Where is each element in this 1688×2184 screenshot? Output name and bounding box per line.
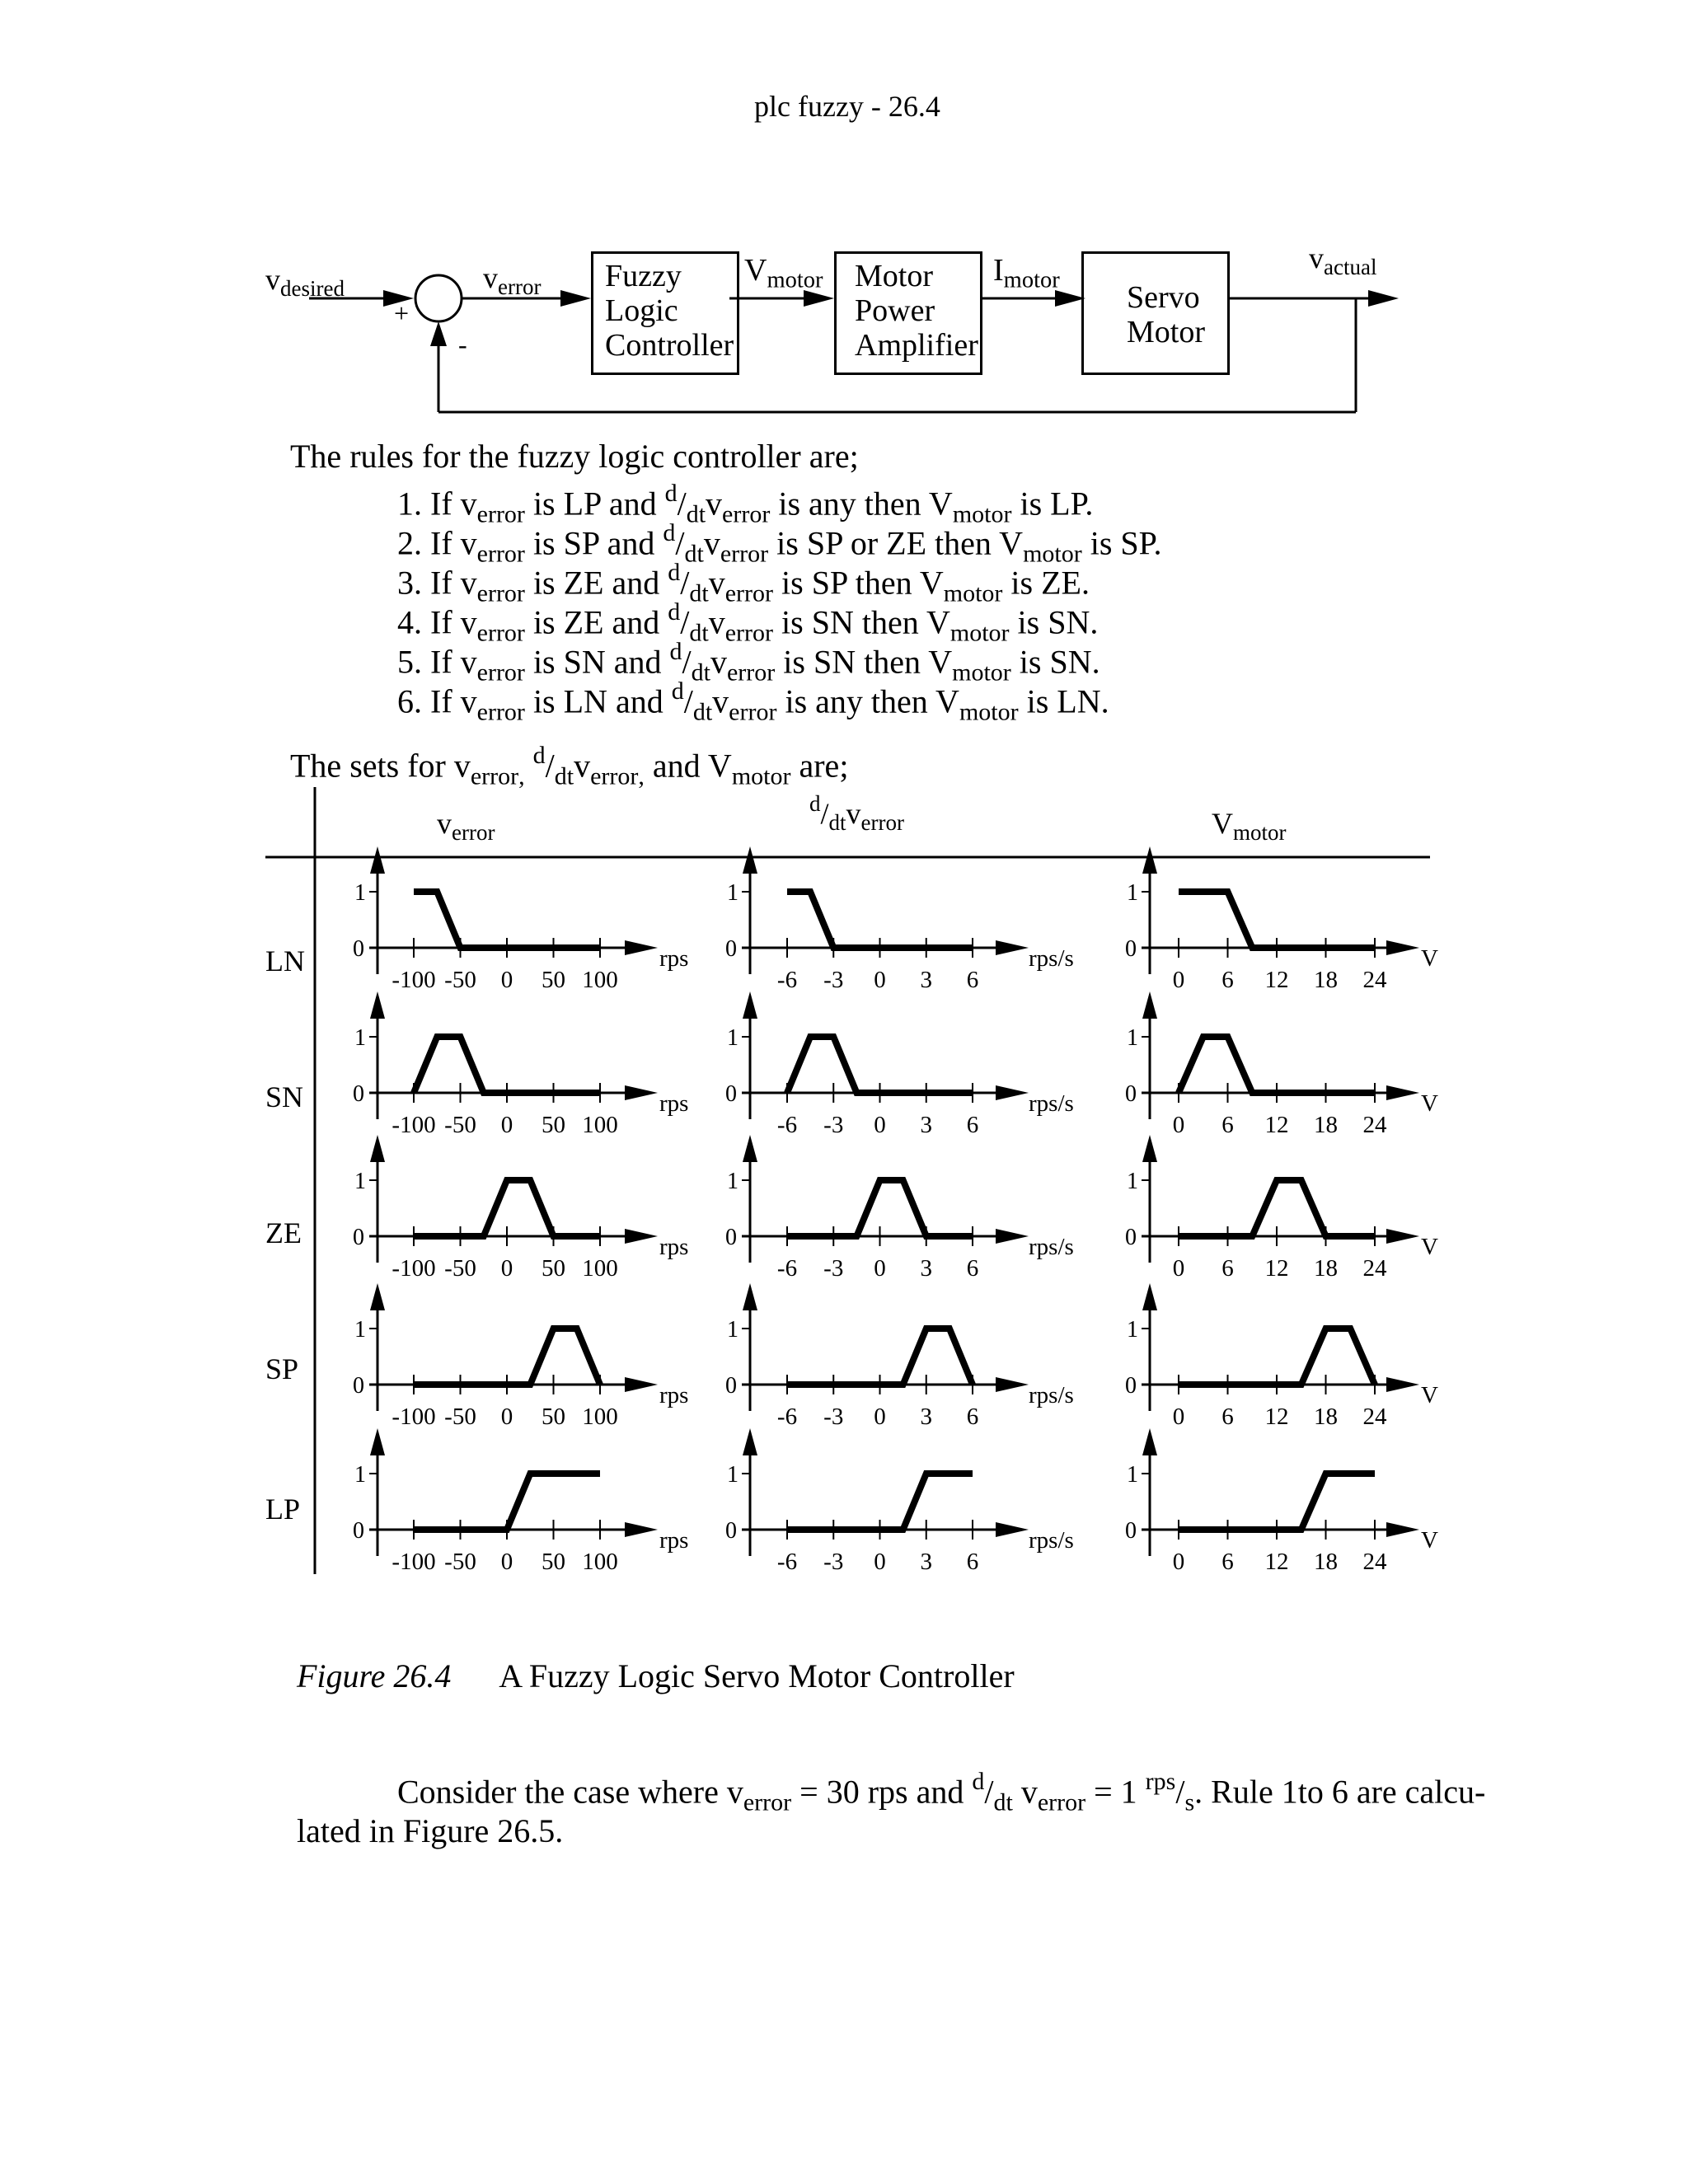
x-axis-arrow <box>625 1085 658 1100</box>
x-axis-arrow <box>996 940 1029 955</box>
y-axis-arrow <box>743 1135 757 1162</box>
y-tick-label: 0 <box>725 1225 737 1250</box>
axis-unit: rps <box>659 1527 689 1554</box>
rule-5: 5. If $v_{error}$ is SN and $^d/_{dt}v_{error}$ is SN then $V_{motor}$ is SN. <box>397 638 1100 687</box>
y-tick-label: 0 <box>353 936 364 962</box>
x-axis-arrow <box>625 1522 658 1537</box>
y-tick-label: 1 <box>354 1169 366 1194</box>
x-axis-arrow <box>996 1085 1029 1100</box>
minus-sign: - <box>458 330 467 359</box>
x-tick-label: 50 <box>542 1112 565 1138</box>
x-tick-label: -50 <box>444 1549 476 1575</box>
x-tick-label: 0 <box>1172 967 1185 993</box>
col-header-verror: $v_{error}$ <box>437 807 495 846</box>
x-tick-label: -3 <box>823 1255 844 1282</box>
x-tick-label: 50 <box>542 1404 565 1430</box>
y-tick-label: 0 <box>1125 1518 1137 1544</box>
x-tick-label: 12 <box>1264 1404 1289 1430</box>
membership-curve-lp <box>414 1474 600 1530</box>
axis-unit: V <box>1421 1382 1438 1408</box>
x-tick-label: 6 <box>966 967 979 993</box>
figure-caption <box>297 1657 1015 1695</box>
fuzzy-controller-line-2: Logic <box>605 293 678 328</box>
x-tick-label: -6 <box>776 1549 798 1575</box>
x-tick-label: 3 <box>920 1404 932 1430</box>
x-tick-label: 0 <box>500 1112 513 1138</box>
x-tick-label: -100 <box>392 967 436 993</box>
x-axis-arrow <box>1386 1229 1419 1244</box>
y-axis-arrow <box>370 846 385 874</box>
x-tick-label: 0 <box>1172 1549 1185 1575</box>
x-tick-label: -3 <box>823 1404 844 1430</box>
y-tick-label: 0 <box>725 1518 737 1544</box>
x-axis-arrow <box>996 1377 1029 1392</box>
x-tick-label: 24 <box>1362 1549 1387 1575</box>
y-tick-label: 1 <box>727 1169 738 1194</box>
y-axis-arrow <box>1142 846 1157 874</box>
rule-1: 1. If $v_{error}$ is LP and $^d/_{dt}v_{error}$ is any then $V_{motor}$ is LP. <box>397 480 1094 528</box>
y-tick-label: 0 <box>353 1518 364 1544</box>
x-tick-label: 0 <box>1172 1404 1185 1430</box>
x-tick-label: -6 <box>776 1255 798 1282</box>
x-tick-label: 12 <box>1264 1255 1289 1282</box>
x-tick-label: 100 <box>582 967 618 993</box>
x-tick-label: 24 <box>1362 1112 1387 1138</box>
error-label: $v_{error}$ <box>483 261 542 300</box>
servo-line-2: Motor <box>1127 315 1205 349</box>
x-tick-label: -50 <box>444 1404 476 1430</box>
y-tick-label: 1 <box>1127 1317 1138 1343</box>
x-tick-label: 24 <box>1362 1255 1387 1282</box>
row-label-sp: SP <box>265 1352 299 1385</box>
y-axis-arrow <box>743 1428 757 1455</box>
y-tick-label: 1 <box>727 1462 738 1488</box>
y-axis-arrow <box>370 1428 385 1455</box>
x-tick-label: -6 <box>776 967 798 993</box>
row-label-lp: LP <box>265 1493 301 1526</box>
x-tick-label: 6 <box>1221 967 1234 993</box>
y-tick-label: 0 <box>353 1373 364 1399</box>
x-tick-label: -50 <box>444 1255 476 1282</box>
y-axis-arrow <box>1142 1135 1157 1162</box>
y-tick-label: 1 <box>354 1317 366 1343</box>
y-tick-label: 0 <box>1125 936 1137 962</box>
x-tick-label: 6 <box>1221 1112 1234 1138</box>
x-tick-label: 18 <box>1314 1404 1338 1430</box>
x-tick-label: 100 <box>582 1112 618 1138</box>
y-tick-label: 1 <box>354 880 366 906</box>
x-tick-label: 0 <box>874 1112 886 1138</box>
x-tick-label: 0 <box>874 1404 886 1430</box>
output-label: $v_{actual}$ <box>1309 241 1377 280</box>
y-tick-label: 0 <box>725 1373 737 1399</box>
row-label-ze: ZE <box>265 1216 302 1249</box>
x-axis-arrow <box>1386 1522 1419 1537</box>
axis-unit: V <box>1421 945 1438 972</box>
x-tick-label: 50 <box>542 1549 565 1575</box>
y-tick-label: 1 <box>1127 1025 1138 1051</box>
rule-2: 2. If $v_{error}$ is SP and $^d/_{dt}v_{error}$ is SP or ZE then $V_{motor}$ is SP. <box>397 519 1162 568</box>
axis-unit: rps <box>659 1382 689 1408</box>
x-tick-label: 3 <box>920 967 932 993</box>
x-axis-arrow <box>1386 1377 1419 1392</box>
col-header-dverror: $^d/_{dt}v_{error}$ <box>809 791 904 835</box>
y-tick-label: 1 <box>1127 1169 1138 1194</box>
x-tick-label: -100 <box>392 1549 436 1575</box>
body-paragraph-line-1: Consider the case where $v_{error} = 30$ rps and $^d/_{dt}$ $v_{error} = 1$ $^{rps}/_s$. Rule 1to 6 are calcu- <box>397 1768 1486 1816</box>
x-tick-label: 6 <box>966 1112 979 1138</box>
x-tick-label: 100 <box>582 1255 618 1282</box>
col-header-vmotor: $V_{motor}$ <box>1212 807 1287 846</box>
x-axis-arrow <box>996 1229 1029 1244</box>
row-label-sn: SN <box>265 1080 304 1113</box>
row-label-ln: LN <box>265 944 305 977</box>
x-tick-label: 6 <box>1221 1549 1234 1575</box>
x-tick-label: 12 <box>1264 1549 1289 1575</box>
sets-intro: The sets for $v_{error,}$ $^d/_{dt}v_{error,}$ and $V_{motor}$ are; <box>290 742 849 790</box>
fuzzy-controller-line-3: Controller <box>605 328 734 363</box>
x-axis-arrow <box>1386 1085 1419 1100</box>
axis-unit: V <box>1421 1234 1438 1260</box>
x-tick-label: -50 <box>444 1112 476 1138</box>
axis-unit: V <box>1421 1090 1438 1117</box>
x-tick-label: 50 <box>542 967 565 993</box>
axis-unit: rps/s <box>1029 1382 1074 1408</box>
x-tick-label: -100 <box>392 1255 436 1282</box>
y-axis-arrow <box>743 991 757 1019</box>
figure-title: A Fuzzy Logic Servo Motor Controller <box>499 1657 1015 1694</box>
y-axis-arrow <box>370 1135 385 1162</box>
x-axis-arrow <box>625 1229 658 1244</box>
x-tick-label: 6 <box>966 1549 979 1575</box>
x-tick-label: 18 <box>1314 1112 1338 1138</box>
rules-intro: The rules for the fuzzy logic controller are; <box>290 438 859 475</box>
y-tick-label: 1 <box>354 1025 366 1051</box>
y-axis-arrow <box>370 1283 385 1310</box>
x-axis-arrow <box>996 1522 1029 1537</box>
x-tick-label: 0 <box>1172 1112 1185 1138</box>
body-paragraph-line-2: lated in Figure 26.5. <box>297 1812 564 1849</box>
x-tick-label: 50 <box>542 1255 565 1282</box>
x-tick-label: 0 <box>500 1255 513 1282</box>
x-tick-label: 100 <box>582 1404 618 1430</box>
x-tick-label: -6 <box>776 1112 798 1138</box>
x-tick-label: 0 <box>874 1255 886 1282</box>
x-tick-label: 24 <box>1362 1404 1387 1430</box>
y-axis-arrow <box>370 991 385 1019</box>
x-tick-label: 3 <box>920 1112 932 1138</box>
amplifier-line-2: Power <box>855 293 935 328</box>
servo-line-1: Servo <box>1127 280 1200 315</box>
page-header: plc fuzzy - 26.4 <box>754 90 940 123</box>
axis-unit: V <box>1421 1527 1438 1554</box>
axis-unit: rps <box>659 945 689 972</box>
x-tick-label: 3 <box>920 1549 932 1575</box>
y-axis-arrow <box>743 846 757 874</box>
x-tick-label: 0 <box>500 1404 513 1430</box>
axis-unit: rps/s <box>1029 1090 1074 1117</box>
x-tick-label: 6 <box>966 1404 979 1430</box>
vmotor-label: $V_{motor}$ <box>744 253 823 293</box>
x-tick-label: 6 <box>1221 1255 1234 1282</box>
x-tick-label: -3 <box>823 967 844 993</box>
figure-number: Figure 26.4 <box>297 1657 452 1694</box>
x-tick-label: 18 <box>1314 967 1338 993</box>
y-tick-label: 0 <box>725 1081 737 1107</box>
x-tick-label: -50 <box>444 967 476 993</box>
axis-unit: rps/s <box>1029 1527 1074 1554</box>
x-axis-arrow <box>1386 940 1419 955</box>
axis-unit: rps <box>659 1234 689 1260</box>
x-tick-label: 24 <box>1362 967 1387 993</box>
axis-unit: rps/s <box>1029 945 1074 972</box>
x-tick-label: -100 <box>392 1404 436 1430</box>
y-axis-arrow <box>1142 1428 1157 1455</box>
x-tick-label: 0 <box>874 967 886 993</box>
x-tick-label: 18 <box>1314 1255 1338 1282</box>
x-tick-label: 0 <box>500 1549 513 1575</box>
x-tick-label: 100 <box>582 1549 618 1575</box>
y-tick-label: 0 <box>725 936 737 962</box>
x-tick-label: 0 <box>874 1549 886 1575</box>
y-tick-label: 1 <box>1127 1462 1138 1488</box>
x-tick-label: 12 <box>1264 967 1289 993</box>
rule-3: 3. If $v_{error}$ is ZE and $^d/_{dt}v_{error}$ is SP then $V_{motor}$ is ZE. <box>397 559 1090 607</box>
rule-6: 6. If $v_{error}$ is LN and $^d/_{dt}v_{error}$ is any then $V_{motor}$ is LN. <box>397 677 1109 726</box>
y-tick-label: 1 <box>727 1025 738 1051</box>
y-axis-arrow <box>1142 991 1157 1019</box>
plus-sign: + <box>394 298 410 328</box>
y-tick-label: 0 <box>1125 1373 1137 1399</box>
x-tick-label: -3 <box>823 1549 844 1575</box>
fuzzy-controller-line-1: Fuzzy <box>605 259 682 293</box>
axis-unit: rps/s <box>1029 1234 1074 1260</box>
x-axis-arrow <box>625 940 658 955</box>
imotor-label: $I_{motor}$ <box>993 253 1060 293</box>
amplifier-line-1: Motor <box>855 259 933 293</box>
axis-unit: rps <box>659 1090 689 1117</box>
y-axis-arrow <box>743 1283 757 1310</box>
x-tick-label: 12 <box>1264 1112 1289 1138</box>
y-tick-label: 0 <box>353 1225 364 1250</box>
x-tick-label: 0 <box>500 967 513 993</box>
y-tick-label: 0 <box>353 1081 364 1107</box>
x-tick-label: -100 <box>392 1112 436 1138</box>
y-tick-label: 1 <box>727 880 738 906</box>
x-tick-label: 18 <box>1314 1549 1338 1575</box>
x-tick-label: 6 <box>1221 1404 1234 1430</box>
y-tick-label: 1 <box>354 1462 366 1488</box>
rule-4: 4. If $v_{error}$ is ZE and $^d/_{dt}v_{error}$ is SN then $V_{motor}$ is SN. <box>397 598 1099 647</box>
x-tick-label: 3 <box>920 1255 932 1282</box>
y-tick-label: 0 <box>1125 1225 1137 1250</box>
x-tick-label: 6 <box>966 1255 979 1282</box>
x-tick-label: -6 <box>776 1404 798 1430</box>
input-label: $v_{desired}$ <box>265 263 345 302</box>
amplifier-line-3: Amplifier <box>855 328 978 363</box>
x-axis-arrow <box>625 1377 658 1392</box>
y-tick-label: 0 <box>1125 1081 1137 1107</box>
x-tick-label: 0 <box>1172 1255 1185 1282</box>
y-tick-label: 1 <box>727 1317 738 1343</box>
x-tick-label: -3 <box>823 1112 844 1138</box>
y-axis-arrow <box>1142 1283 1157 1310</box>
y-tick-label: 1 <box>1127 880 1138 906</box>
